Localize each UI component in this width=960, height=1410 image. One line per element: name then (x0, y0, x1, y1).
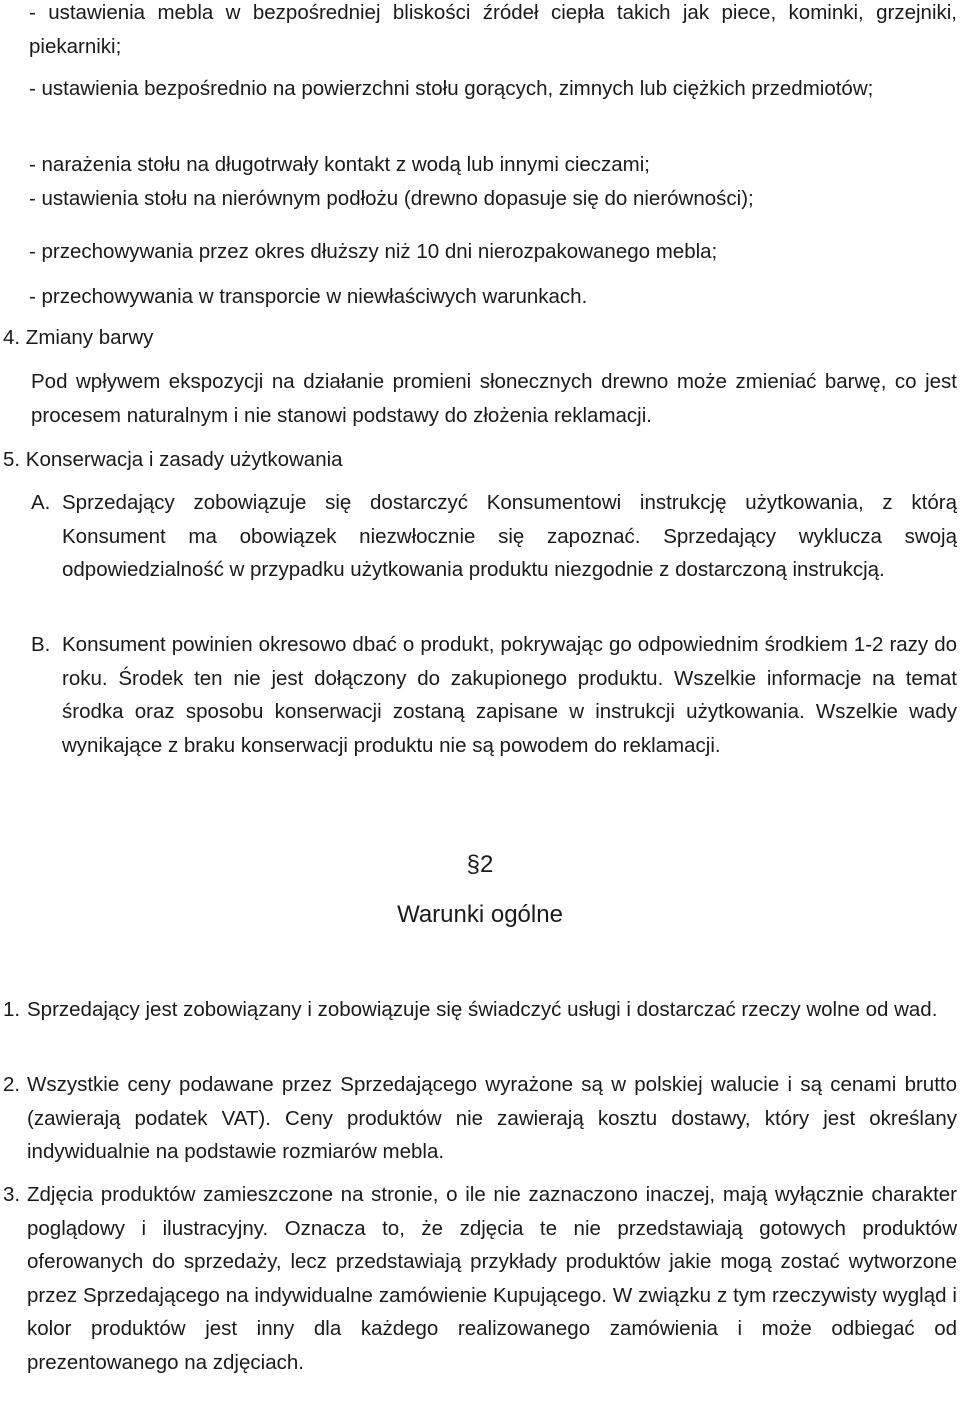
item-b-label: B. (31, 633, 51, 656)
term-3-text: Zdjęcia produktów zamieszczone na stronie, o ile nie zaznaczono inaczej, mają wyłącznie charakter poglądowy i ilustracyjny. Oznacza to, że zdjęcia te nie przedstawiają gotowych produktów oferowanych do sprzedaży, lecz przedstawiają przykłady produktów jakie mogą zostać wytworzone przez Sprzedającego na indywidualne zamówienie Kupującego. W związku z tym rzeczywisty wygląd i kolor produktów jest inny dla każdego realizowanego zamówienia i może odbiegać od prezentowanego na zdjęciach. (27, 1183, 957, 1374)
bullet-heat-sources: - ustawienia mebla w bezpośredniej bliskości źródeł ciepła takich jak piece, kominki, grzejniki, piekarniki; (29, 1, 957, 58)
chapter-number: §2 (466, 851, 494, 878)
term-2-text: Wszystkie ceny podawane przez Sprzedającego wyrażone są w polskiej walucie i są cenami brutto (zawierają podatek VAT). Ceny produktów nie zawierają kosztu dostawy, który jest określany indywidualnie na podstawie rozmiarów mebla. (27, 1073, 957, 1164)
term-1-number: 1. (3, 998, 21, 1021)
bullet-unpacked-storage: - przechowywania przez okres dłuższy niż 10 dni nierozpakowanego mebla; (29, 240, 718, 263)
bullet-water-contact: - narażenia stołu na długotrwały kontakt z wodą lub innymi cieczami; (29, 153, 650, 176)
section-4-heading: 4. Zmiany barwy (3, 326, 154, 349)
section-5-heading: 5. Konserwacja i zasady użytkowania (3, 448, 343, 471)
bullet-uneven-surface: - ustawienia stołu na nierównym podłożu (drewno dopasuje się do nierówności); (29, 187, 754, 210)
bullet-hot-cold-objects: - ustawienia bezpośrednio na powierzchni stołu gorących, zimnych lub ciężkich przedmiotów; (29, 77, 874, 100)
item-a-label: A. (31, 491, 51, 514)
section-4-text: Pod wpływem ekspozycji na działanie promieni słonecznych drewno może zmieniać barwę, co jest procesem naturalnym i nie stanowi podstawy do złożenia reklamacji. (31, 370, 957, 427)
item-b-text: Konsument powinien okresowo dbać o produkt, pokrywając go odpowiednim środkiem 1-2 razy do roku. Środek ten nie jest dołączony do zakupionego produktu. Wszelkie informacje na temat środka oraz sposobu konserwacji zostaną zapisane w instrukcji użytkowania. Wszelkie wady wynikające z braku konserwacji produktu nie są powodem do reklamacji. (62, 633, 957, 757)
term-2-number: 2. (3, 1073, 21, 1096)
item-a-text: Sprzedający zobowiązuje się dostarczyć Konsumentowi instrukcję użytkowania, z którą Konsument ma obowiązek niezwłocznie się zapoznać. Sprzedający wyklucza swoją odpowiedzialność w przypadku użytkowania produktu niezgodnie z dostarczoną instrukcją. (62, 491, 957, 582)
term-1-text: Sprzedający jest zobowiązany i zobowiązuje się świadczyć usługi i dostarczać rzeczy wolne od wad. (27, 998, 938, 1021)
bullet-transport-storage: - przechowywania w transporcie w niewłaściwych warunkach. (29, 285, 588, 308)
term-3-number: 3. (3, 1183, 21, 1206)
chapter-title: Warunki ogólne (397, 901, 563, 928)
